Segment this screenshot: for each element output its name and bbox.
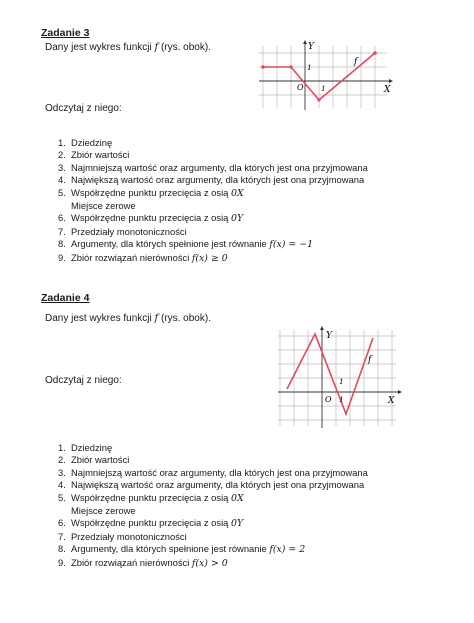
task3-one-y: 1 — [307, 63, 312, 72]
task4-intro-text: Dany jest wykres funkcji — [45, 313, 155, 324]
list-item: 2. Zbiór wartości — [58, 149, 130, 161]
list-item-subline: Miejsce zerowe — [71, 505, 136, 517]
list-item: 2. Zbiór wartości — [58, 454, 130, 466]
task4-one-y: 1 — [339, 377, 344, 386]
task3-x-label: X — [384, 85, 391, 95]
task4-intro-tail: (rys. obok). — [158, 313, 211, 324]
task3-origin: O — [297, 83, 304, 92]
task4-list — [58, 442, 448, 570]
list-item: 9. Zbiór rozwiązań nierówności f(x) > 0 — [58, 556, 228, 569]
list-item: 8. Argumenty, dla których spełnione jest równanie f(x) = −1 — [58, 238, 314, 251]
list-item: 5. Współrzędne punktu przecięcia z osią 0X — [58, 491, 244, 504]
task4-graph — [276, 326, 404, 430]
task3-f-label: f — [354, 57, 358, 67]
task4-intro — [45, 313, 211, 324]
task3-intro-tail: (rys. obok). — [158, 42, 211, 53]
task4-one-x: 1 — [339, 395, 344, 404]
task4-y-label: Y — [326, 331, 332, 341]
task3-intro-fn: f — [154, 42, 159, 53]
list-item: 5. Współrzędne punktu przecięcia z osią 0X — [58, 186, 244, 199]
task4-grid — [278, 330, 396, 426]
task4-intro-fn: f — [154, 313, 159, 324]
list-item: 7. Przedziały monotoniczności — [58, 225, 187, 237]
list-item: 4. Największą wartość oraz argumenty, dla których jest ona przyjmowana — [58, 174, 365, 186]
task3-point-end — [373, 51, 377, 55]
task3-intro-text: Dany jest wykres funkcji — [45, 42, 155, 53]
task4-y-arrow — [320, 326, 324, 330]
task3-list — [58, 137, 448, 265]
list-item: 7. Przedziały monotoniczności — [58, 530, 187, 542]
list-item: 8. Argumenty, dla których spełnione jest równanie f(x) = 2 — [58, 543, 306, 556]
task3-y-label: Y — [308, 42, 314, 52]
list-item: 1. Dziedzinę — [58, 442, 113, 453]
task4-x-label: X — [388, 396, 395, 406]
task4-title: Zadanie 4 — [41, 292, 90, 304]
list-item: 1. Dziedzinę — [58, 137, 113, 148]
task3-title: Zadanie 3 — [41, 27, 90, 39]
task3-point-corner — [289, 65, 292, 68]
list-item-subline: Miejsce zerowe — [71, 200, 136, 212]
task4-prompt: Odczytaj z niego: — [45, 375, 122, 386]
task3-one-x: 1 — [321, 84, 326, 93]
task4-origin: O — [325, 395, 332, 404]
task4-f-label: f — [368, 355, 372, 365]
task4-x-arrow — [398, 390, 402, 394]
list-item: 9. Zbiór rozwiązań nierówności f(x) ≥ 0 — [58, 251, 228, 264]
list-item: 6. Współrzędne punktu przecięcia z osią 0Y — [58, 212, 244, 225]
list-item: 4. Największą wartość oraz argumenty, dla których jest ona przyjmowana — [58, 479, 365, 491]
task3-intro — [45, 42, 211, 53]
task3-graph — [257, 40, 393, 112]
task3-x-arrow — [389, 79, 393, 83]
task3-point-start — [261, 65, 265, 69]
list-item: 6. Współrzędne punktu przecięcia z osią 0Y — [58, 517, 244, 530]
task3-y-arrow — [303, 40, 307, 44]
list-item: 3. Najmniejszą wartość oraz argumenty, dla których jest ona przyjmowana — [58, 466, 368, 478]
task3-prompt: Odczytaj z niego: — [45, 103, 122, 114]
task3-point-min — [317, 98, 320, 101]
list-item: 3. Najmniejszą wartość oraz argumenty, dla których jest ona przyjmowana — [58, 161, 368, 173]
task3-grid — [259, 46, 387, 108]
